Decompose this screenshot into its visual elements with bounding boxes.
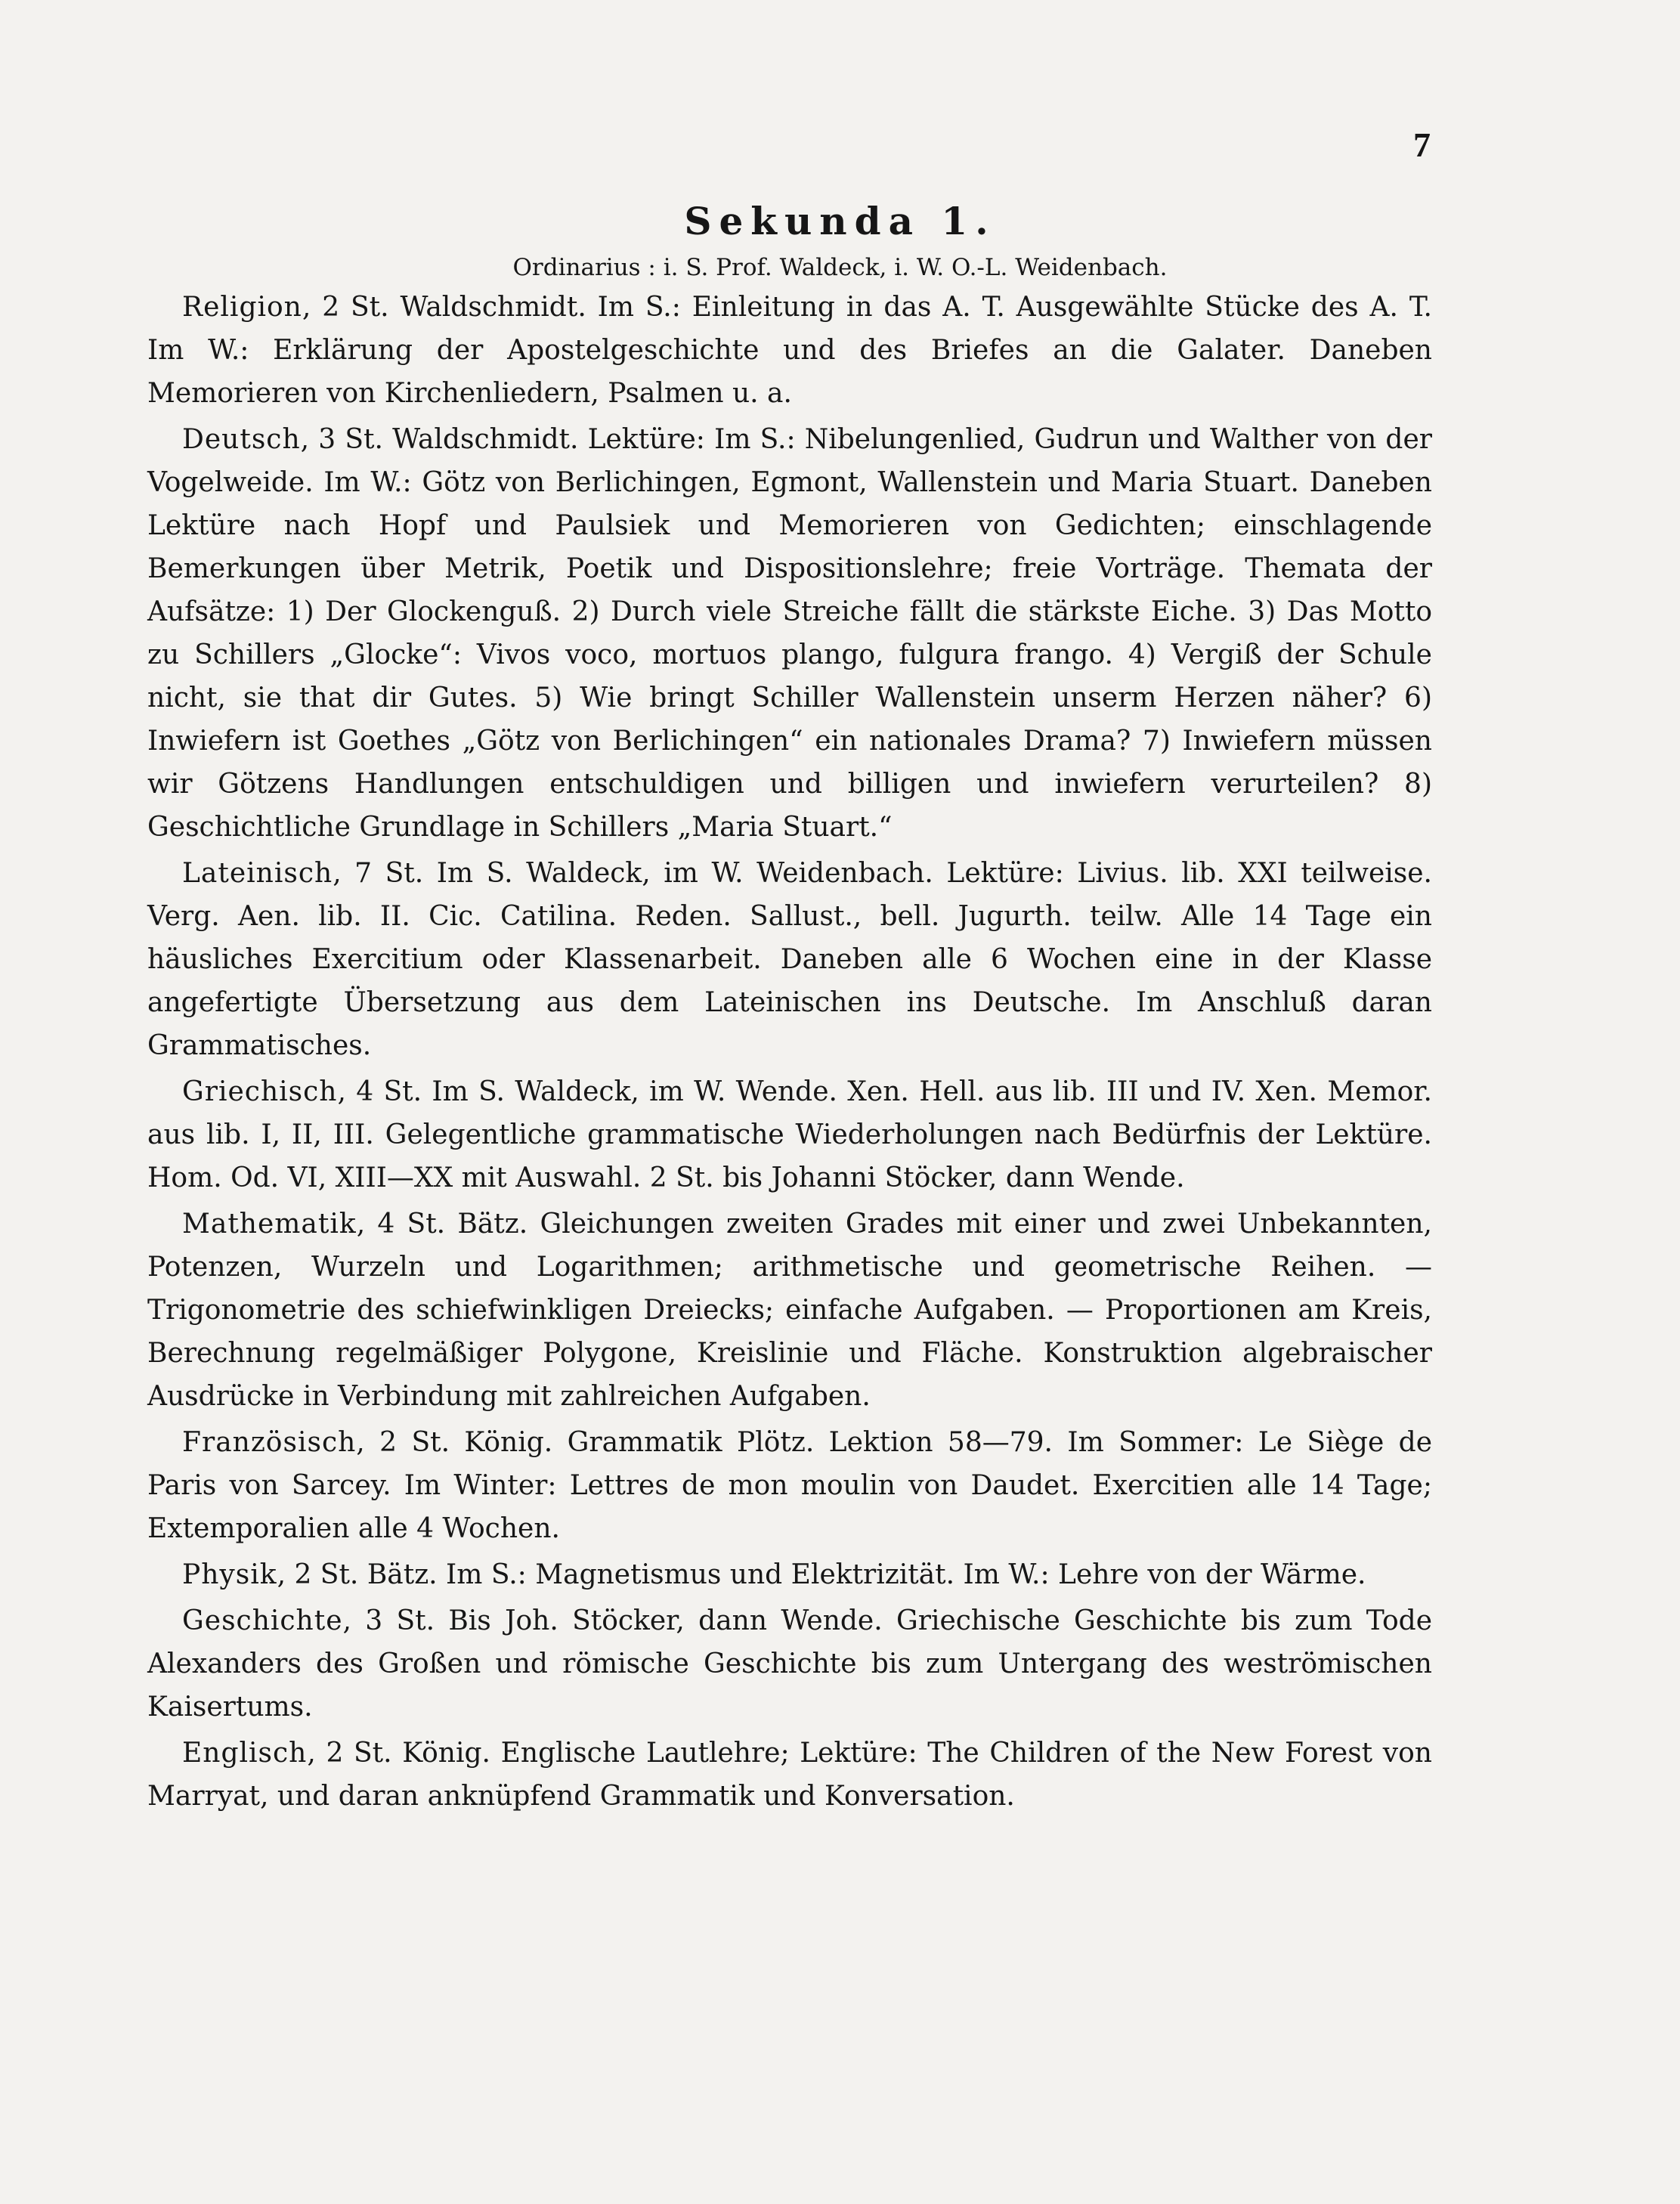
section-deutsch (147, 418, 1432, 849)
section-geschichte (147, 1599, 1432, 1729)
section-mathematik (147, 1203, 1432, 1418)
section-heading: Mathematik (182, 1209, 357, 1240)
section-englisch (147, 1732, 1432, 1818)
section-franzoesisch (147, 1421, 1432, 1550)
section-text: , 3 St. Waldschmidt. Lektüre: Im S.: Nibelungenlied, Gudrun und Walther von der Vogelweide. Im W.: Götz von Berlichingen, Egmont, Wallenstein und Maria Stuart. Daneben Lektüre nach Hopf und Paulsiek und Memorieren von Gedichten; einschlagende Bemerkungen über Metrik, Poetik und Dispositionslehre; freie Vorträge. Themata der Aufsätze: 1) Der Glockenguß. 2) Durch viele Streiche fällt die stärkste Eiche. 3) Das Motto zu Schillers „Glocke“: Vivos voco, mortuos plango, fulgura frango. 4) Vergiß der Schule nicht, sie that dir Gutes. 5) Wie bringt Schiller Wallenstein unserm Herzen näher? 6) Inwiefern ist Goethes „Götz von Berlichingen“ ein nationales Drama? 7) Inwiefern müssen wir Götzens Handlungen entschuldigen und billigen und inwiefern verurteilen? 8) Geschichtliche Grundlage in Schillers „Maria Stuart.“ (147, 424, 1432, 843)
section-text: , 3 St. Bis Joh. Stöcker, dann Wende. Griechische Geschichte bis zum Tode Alexanders des Großen und römische Geschichte bis zum Untergang des weströmischen Kaisertums. (147, 1605, 1432, 1723)
section-lateinisch (147, 852, 1432, 1067)
section-heading: Französisch (182, 1427, 357, 1458)
section-text: , 2 St. König. Grammatik Plötz. Lektion 58—79. Im Sommer: Le Siège de Paris von Sarcey. Im Winter: Lettres de mon moulin von Daudet. Exercitien alle 14 Tage; Extemporalien alle 4 Wochen. (147, 1427, 1432, 1544)
section-griechisch (147, 1070, 1432, 1200)
section-text: , 7 St. Im S. Waldeck, im W. Weidenbach. Lektüre: Livius. lib. XXI teilweise. Verg. Aen. lib. II. Cic. Catilina. Reden. Sallust., bell. Jugurth. teilw. Alle 14 Tage ein häusliches Exercitium oder Klassenarbeit. Daneben alle 6 Wochen eine in der Klasse angefertigte Übersetzung aus dem Lateinischen ins Deutsche. Im Anschluß daran Grammatisches. (147, 858, 1432, 1061)
section-text: , 4 St. Bätz. Gleichungen zweiten Grades mit einer und zwei Unbekannten, Potenzen, Wurzeln und Logarithmen; arithmetische und geometrische Reihen. — Trigonometrie des schiefwinkligen Dreiecks; einfache Aufgaben. — Proportionen am Kreis, Berechnung regelmäßiger Polygone, Kreislinie und Fläche. Konstruktion algebraischer Ausdrücke in Verbindung mit zahlreichen Aufgaben. (147, 1209, 1432, 1412)
curriculum-body (147, 286, 1432, 1821)
section-heading: Geschichte (182, 1605, 343, 1636)
section-heading: Deutsch (182, 424, 301, 455)
section-heading: Griechisch (182, 1076, 338, 1107)
section-heading: Religion (182, 292, 302, 323)
page-header (0, 198, 1680, 286)
section-text: , 2 St. König. Englische Lautlehre; Lektüre: The Children of the New Forest von Marryat, und daran anknüpfend Grammatik und Konversation. (147, 1738, 1432, 1812)
section-physik (147, 1553, 1432, 1596)
class-teachers: Ordinarius : i. S. Prof. Waldeck, i. W. O.-L. Weidenbach. (512, 254, 1168, 281)
page-number: 7 (1413, 125, 1431, 164)
section-heading: Englisch (182, 1738, 308, 1769)
section-text: , 2 St. Bätz. Im S.: Magnetismus und Elektrizität. Im W.: Lehre von der Wärme. (277, 1559, 1366, 1590)
section-text: , 2 St. Waldschmidt. Im S.: Einleitung in das A. T. Ausgewählte Stücke des A. T. Im W.: Erklärung der Apostelgeschichte und des Briefes an die Galater. Daneben Memorieren von Kirchenliedern, Psalmen u. a. (147, 292, 1432, 409)
section-heading: Lateinisch (182, 858, 333, 889)
section-text: , 4 St. Im S. Waldeck, im W. Wende. Xen. Hell. aus lib. III und IV. Xen. Memor. aus lib. I, II, III. Gelegentliche grammatische Wiederholungen nach Bedürfnis der Lektüre. Hom. Od. VI, XIII—XX mit Auswahl. 2 St. bis Johanni Stöcker, dann Wende. (147, 1076, 1432, 1193)
section-religion (147, 286, 1432, 415)
page-title: Sekunda 1. (684, 199, 996, 243)
section-heading: Physik (182, 1559, 277, 1590)
